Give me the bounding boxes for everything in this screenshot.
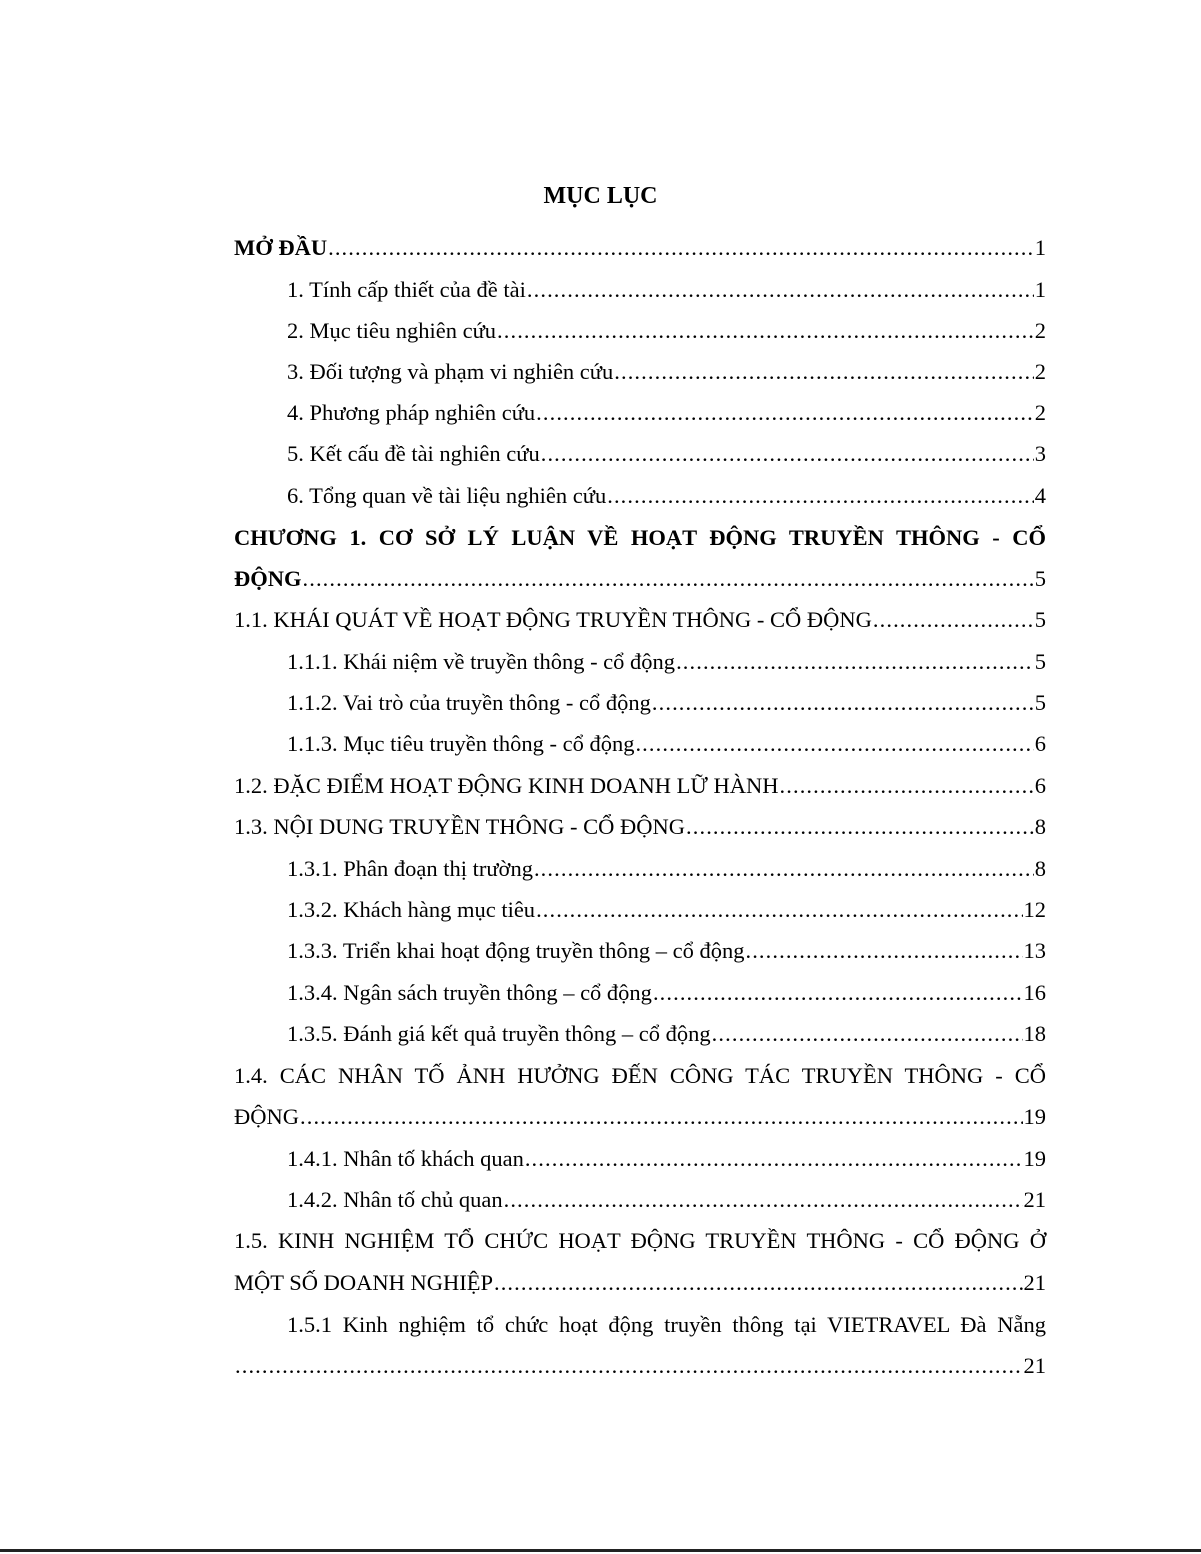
toc-entry-label: ĐỘNG (234, 1104, 299, 1129)
dot-leader (635, 724, 1033, 764)
toc-entry-page: 8 (1034, 814, 1046, 839)
dot-leader (504, 1180, 1023, 1220)
toc-entry (287, 311, 1046, 351)
toc-entry-heading-line1: 1.5. KINH NGHIỆM TỔ CHỨC HOẠT ĐỘNG TRUYỀN THÔNG - CỔ ĐỘNG Ở (234, 1228, 1046, 1253)
toc-entry (234, 600, 1046, 640)
toc-entry-page: 3 (1034, 441, 1046, 466)
toc-entry-page: 2 (1034, 318, 1046, 343)
toc-entry-label: 1.2. ĐẶC ĐIỂM HOẠT ĐỘNG KINH DOANH LỮ HÀNH (234, 773, 779, 798)
toc-entry-page: 21 (1023, 1187, 1046, 1212)
toc-entry-label: 1. Tính cấp thiết của đề tài (287, 277, 526, 302)
dot-leader (607, 476, 1034, 516)
toc-entry-label: 1.3.5. Đánh giá kết quả truyền thông – cổ động (287, 1021, 711, 1046)
dot-leader (653, 973, 1023, 1013)
toc-entry-page: 8 (1034, 856, 1046, 881)
toc-entry-page: 6 (1034, 773, 1046, 798)
dot-leader (745, 931, 1022, 971)
toc-entry (234, 766, 1046, 806)
toc-entry-page: 2 (1034, 400, 1046, 425)
dot-leader (494, 1263, 1023, 1303)
dot-leader (541, 434, 1034, 474)
toc-entry-label: 1.4.2. Nhân tố chủ quan (287, 1187, 503, 1212)
toc-entry-label: 5. Kết cấu đề tài nghiên cứu (287, 441, 540, 466)
dot-leader (780, 766, 1034, 806)
toc-entry (287, 270, 1046, 310)
toc-entry-page: 16 (1023, 980, 1046, 1005)
toc-entry (287, 724, 1046, 764)
toc-entry (287, 931, 1046, 971)
toc-entry-label: ĐỘNG (234, 566, 302, 591)
toc-entry-label: 1.1.1. Khái niệm về truyền thông - cổ động (287, 649, 676, 674)
toc-entry (234, 1097, 1046, 1137)
toc-entry (234, 1346, 1046, 1386)
toc-entry-page: 6 (1034, 731, 1046, 756)
dot-leader (525, 1139, 1023, 1179)
toc-entry (287, 352, 1046, 392)
toc-entry-page: 21 (1023, 1270, 1046, 1295)
toc-entry (234, 1263, 1046, 1303)
bottom-edge-rule (0, 1549, 1201, 1552)
dot-leader (303, 559, 1034, 599)
dot-leader (527, 270, 1034, 310)
toc-entry-label: 1.3.3. Triển khai hoạt động truyền thông – cổ động (287, 938, 745, 963)
toc-entry-label: 1.1.2. Vai trò của truyền thông - cổ động (287, 690, 651, 715)
toc-entry-page: 1 (1034, 235, 1046, 260)
toc-entry-page: 13 (1023, 938, 1046, 963)
page-title: MỤC LỤC (543, 183, 658, 209)
toc-entry-page: 12 (1023, 897, 1046, 922)
toc-entry (287, 393, 1046, 433)
dot-leader (873, 600, 1034, 640)
toc-entry (287, 683, 1046, 723)
toc-entry-page: 18 (1023, 1021, 1046, 1046)
dot-leader (536, 890, 1022, 930)
toc-entry-heading-line1: CHƯƠNG 1. CƠ SỞ LÝ LUẬN VỀ HOẠT ĐỘNG TRUYỀN THÔNG - CỔ (234, 525, 1046, 550)
dot-leader (676, 642, 1034, 682)
toc-entry (287, 973, 1046, 1013)
toc-entry (287, 434, 1046, 474)
dot-leader (652, 683, 1034, 723)
toc-entry-heading-line1: 1.5.1 Kinh nghiệm tổ chức hoạt động truyền thông tại VIETRAVEL Đà Nẵng (287, 1312, 1046, 1337)
dot-leader (614, 352, 1034, 392)
toc-entry-page: 5 (1034, 607, 1046, 632)
toc-entry-label: 3. Đối tượng và phạm vi nghiên cứu (287, 359, 614, 384)
toc-entry-label: 2. Mục tiêu nghiên cứu (287, 318, 497, 343)
toc-entry-label: MỞ ĐẦU (234, 235, 328, 260)
toc-entry-label: 1.3.2. Khách hàng mục tiêu (287, 897, 536, 922)
toc-entry-page: 5 (1034, 649, 1046, 674)
dot-leader (712, 1014, 1023, 1054)
dot-leader (497, 311, 1034, 351)
dot-leader (534, 849, 1034, 889)
toc-entry-label: 1.4.1. Nhân tố khách quan (287, 1146, 524, 1171)
toc-entry-label: 1.3. NỘI DUNG TRUYỀN THÔNG - CỔ ĐỘNG (234, 814, 686, 839)
toc-entry (287, 890, 1046, 930)
toc-entry (234, 228, 1046, 268)
toc-entry-label: 4. Phương pháp nghiên cứu (287, 400, 536, 425)
toc-entry-label: 1.3.4. Ngân sách truyền thông – cổ động (287, 980, 652, 1005)
toc-entry (234, 807, 1046, 847)
toc-entry (287, 1139, 1046, 1179)
toc-entry-page: 4 (1034, 483, 1046, 508)
toc-entry-page: 5 (1034, 566, 1046, 591)
dot-leader (686, 807, 1034, 847)
toc-entry-label: 1.3.1. Phân đoạn thị trường (287, 856, 533, 881)
toc-entry (287, 849, 1046, 889)
toc-entry (287, 476, 1046, 516)
toc-entry (287, 1014, 1046, 1054)
toc-entry (234, 559, 1046, 599)
dot-leader (328, 228, 1034, 268)
toc-entry-label: 1.1.3. Mục tiêu truyền thông - cổ động (287, 731, 635, 756)
toc-entry-page: 5 (1034, 690, 1046, 715)
toc-entry (287, 1180, 1046, 1220)
dot-leader (536, 393, 1034, 433)
toc-entry-page: 19 (1023, 1104, 1046, 1129)
toc-entry-page: 1 (1034, 277, 1046, 302)
toc-entry-heading-line1: 1.4. CÁC NHÂN TỐ ẢNH HƯỞNG ĐẾN CÔNG TÁC TRUYỀN THÔNG - CỔ (234, 1063, 1046, 1088)
toc-entry (287, 642, 1046, 682)
toc-entry-label: 6. Tổng quan về tài liệu nghiên cứu (287, 483, 607, 508)
toc-entry-page: 21 (1023, 1353, 1046, 1378)
toc-entry-page: 2 (1034, 359, 1046, 384)
toc-entry-label: 1.1. KHÁI QUÁT VỀ HOẠT ĐỘNG TRUYỀN THÔNG - CỔ ĐỘNG (234, 607, 872, 632)
toc-entry-label: MỘT SỐ DOANH NGHIỆP (234, 1270, 493, 1295)
dot-leader (235, 1346, 1023, 1386)
toc-entry-page: 19 (1023, 1146, 1046, 1171)
dot-leader (300, 1097, 1023, 1137)
